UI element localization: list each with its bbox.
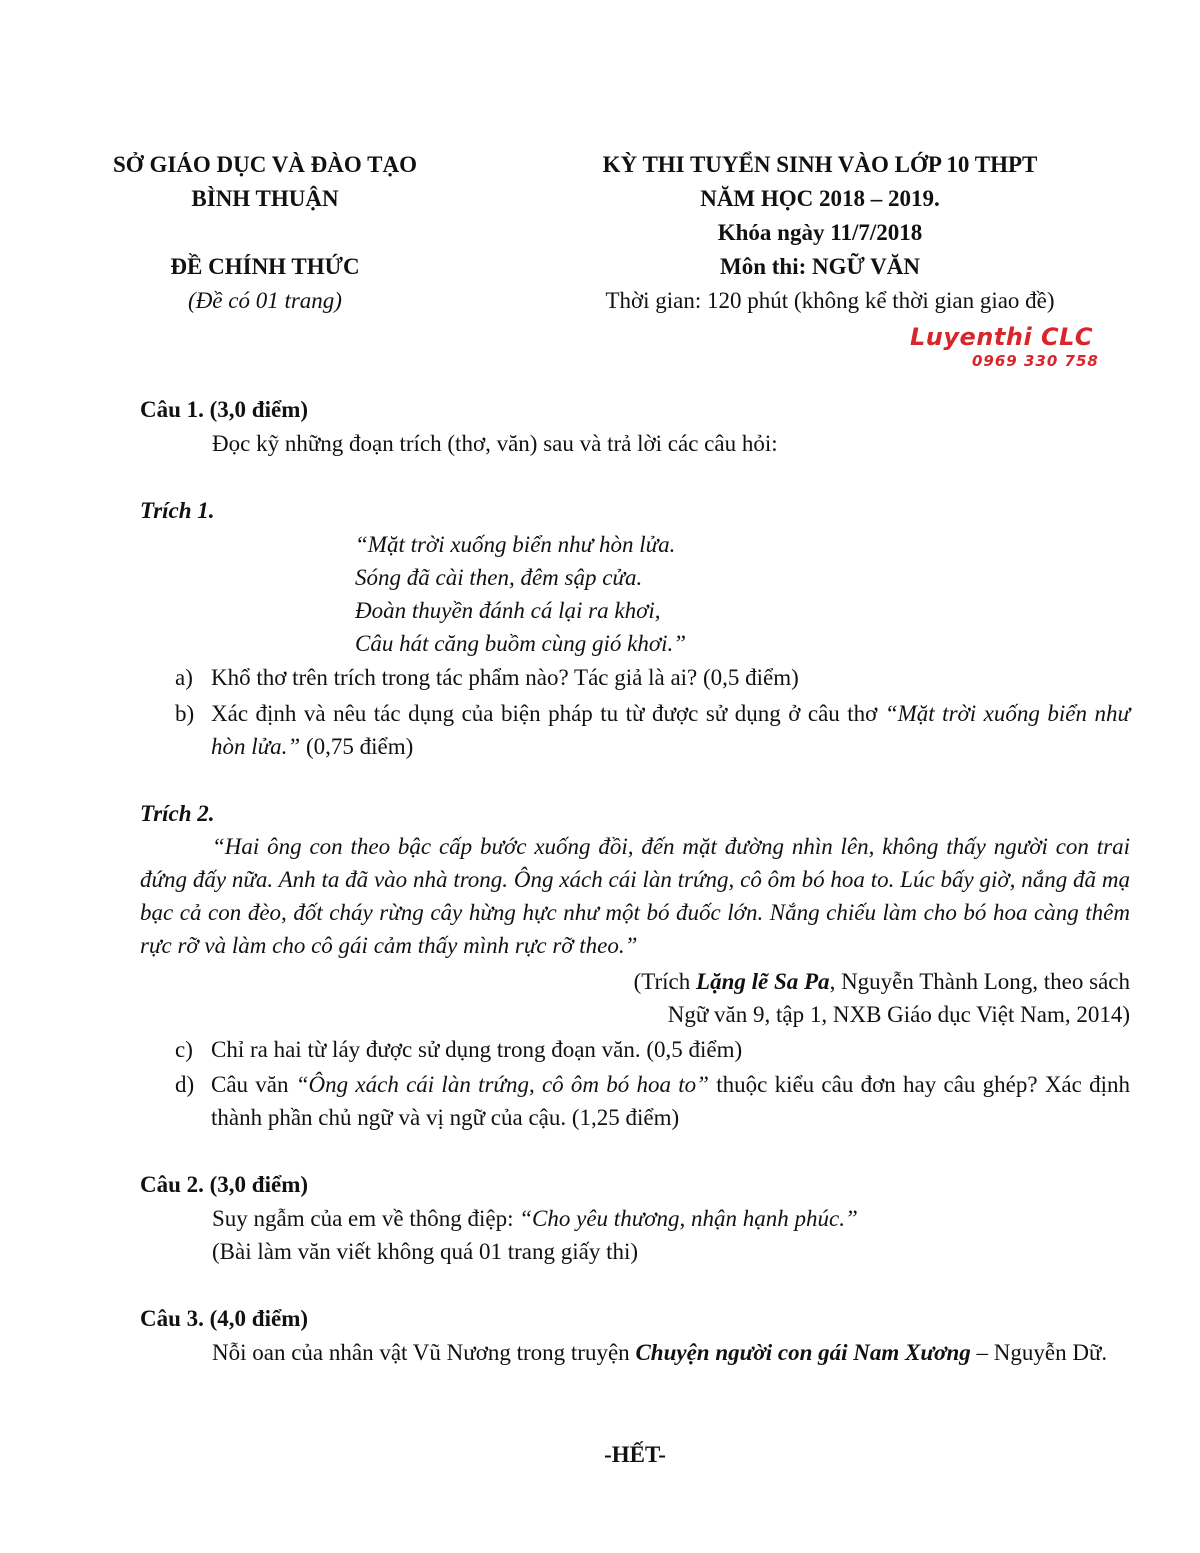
official-label: ĐỀ CHÍNH THỨC [170,254,360,279]
poem-line: Sóng đã cài then, đêm sập cửa. [355,565,643,590]
q2-quote: “Cho yêu thương, nhận hạnh phúc.” [519,1206,858,1231]
q2-note: (Bài làm văn viết không quá 01 trang giấy thi) [212,1239,639,1264]
item-marker: b) [175,701,195,726]
q2-prompt: Suy ngẫm của em về thông điệp: “Cho yêu thương, nhận hạnh phúc.” [212,1206,858,1231]
question-d [175,1068,1130,1134]
item-marker: d) [175,1072,195,1097]
exam-subject: Môn thi: NGỮ VĂN [720,254,920,279]
quoted-verse: “Mặt trời xuống biển như hòn lửa.” [211,701,1131,759]
item-text: Khổ thơ trên trích trong tác phẩm nào? Tác giả là ai? (0,5 điểm) [211,665,799,690]
poem-line: Câu hát căng buồm cùng gió khơi.” [355,631,687,656]
passage-source: (Trích Lặng lẽ Sa Pa, Nguyễn Thành Long, theo sách [633,969,1130,994]
q3-prompt: Nỗi oan của nhân vật Vũ Nương trong truyện Chuyện người con gái Nam Xương – Nguyễn Dữ. [212,1340,1108,1365]
end-marker: -HẾT- [604,1442,666,1467]
poem-line: “Mặt trời xuống biển như hòn lửa. [355,532,676,557]
watermark-phone: 0969 330 758 [972,352,1099,370]
item-marker: c) [175,1037,193,1062]
question-b [175,697,1130,763]
q3-title: Câu 3. (4,0 điểm) [140,1306,309,1331]
exam-date: Khóa ngày 11/7/2018 [717,220,923,245]
poem-line: Đoàn thuyền đánh cá lại ra khơi, [355,598,661,623]
q1-instruction: Đọc kỹ những đoạn trích (thơ, văn) sau và trả lời các câu hỏi: [212,431,778,456]
item-text: Câu văn “Ông xách cái làn trứng, cô ôm bó hoa to” thuộc kiểu câu đơn hay câu ghép? Xác định thành phần chủ ngữ và vị ngữ của cậu. (1,25 điểm) [211,1072,1130,1130]
quoted-sentence: “Ông xách cái làn trứng, cô ôm bó hoa to” [295,1072,709,1097]
passage-source-line2: Ngữ văn 9, tập 1, NXB Giáo dục Việt Nam, 2014) [667,1002,1130,1027]
excerpt2-label: Trích 2. [140,801,215,826]
q2-title: Câu 2. (3,0 điểm) [140,1172,309,1197]
item-marker: a) [175,665,193,690]
watermark-logo [910,325,1130,373]
school-year: NĂM HỌC 2018 – 2019. [700,186,940,211]
province-name: BÌNH THUẬN [191,186,339,211]
prose-passage: “Hai ông con theo bậc cấp bước xuống đồi, đến mặt đường nhìn lên, không thấy người con trai đứng đấy nữa. Anh ta đã vào nhà trong. Ông xách cái làn trứng, cô ôm bó hoa to. Lúc bấy giờ, nắng đã mạ bạc cả con đèo, đốt cháy rừng cây hừng hực như một bó đuốc lớn. Nắng chiếu làm cho bó hoa càng thêm rực rỡ và làm cho cô gái cảm thấy mình rực rỡ theo.” [140,834,1130,958]
watermark-brand: Luyenthi CLC [910,323,1094,351]
question-c [175,1033,1130,1066]
item-text: Chỉ ra hai từ láy được sử dụng trong đoạn văn. (0,5 điểm) [211,1037,743,1062]
question-a [175,661,1130,694]
dept-name: SỞ GIÁO DỤC VÀ ĐÀO TẠO [113,152,417,177]
exam-title: KỲ THI TUYỂN SINH VÀO LỚP 10 THPT [602,152,1038,177]
source-title: Lặng lẽ Sa Pa [696,969,830,994]
page-count: (Đề có 01 trang) [188,288,342,313]
exam-duration: Thời gian: 120 phút (không kể thời gian giao đề) [605,288,1055,313]
q1-title: Câu 1. (3,0 điểm) [140,397,309,422]
q3-work-title: Chuyện người con gái Nam Xương [635,1340,971,1365]
excerpt1-label: Trích 1. [140,498,215,523]
item-text: Xác định và nêu tác dụng của biện pháp tu từ được sử dụng ở câu thơ “Mặt trời xuống biển như hòn lửa.” (0,75 điểm) [211,701,1131,759]
